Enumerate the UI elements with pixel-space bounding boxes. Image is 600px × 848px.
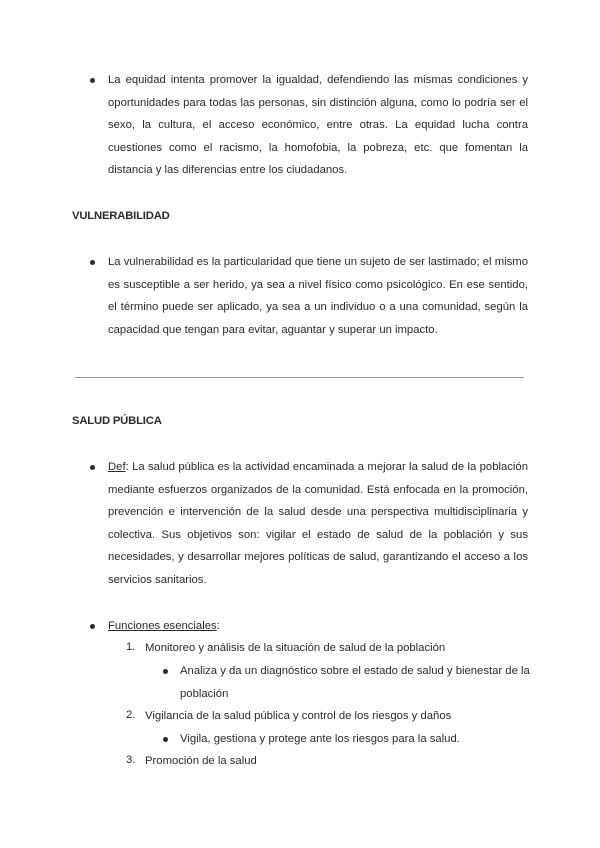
bullet-icon xyxy=(90,78,95,83)
functions-label-line xyxy=(108,615,528,638)
public-health-heading: SALUD PÚBLICA xyxy=(72,415,162,427)
list-number: 3. xyxy=(126,754,136,766)
function-title: Promoción de la salud xyxy=(145,755,257,767)
bullet-icon xyxy=(163,669,168,674)
function-detail: Vigila, gestiona y protege ante los riesgos para la salud. xyxy=(180,733,460,745)
bullet-icon xyxy=(90,624,95,629)
bullet-icon xyxy=(90,465,95,470)
definition-text: La salud pública es la actividad encaminada a mejorar la salud de la población mediante esfuerzos organizados de la comunidad. Está enfocada en la promoción, prevención e intervención de la salud desde una perspectiva multidisciplinaria y colectiva. Sus objetivos son: vigilar el estado de salud de la población y sus necesidades, y desarrollar mejores políticas de salud, garantizando el acceso a los servicios sanitarios. xyxy=(108,461,528,586)
function-title: Monitoreo y análisis de la situación de salud de la población xyxy=(145,642,446,654)
function-detail: Analiza y da un diagnóstico sobre el estado de salud y bienestar de la población xyxy=(180,665,530,700)
definition-separator: : xyxy=(125,461,129,473)
functions-separator: : xyxy=(216,620,220,632)
vulnerability-heading: VULNERABILIDAD xyxy=(72,210,170,222)
function-title: Vigilancia de la salud pública y control de los riesgos y daños xyxy=(145,710,452,722)
definition-paragraph xyxy=(108,456,528,592)
bullet-icon xyxy=(90,260,95,265)
list-number: 1. xyxy=(126,641,136,653)
functions-label: Funciones esenciales xyxy=(108,620,217,632)
horizontal-divider xyxy=(75,377,524,378)
definition-label: Def xyxy=(108,461,126,473)
vulnerability-paragraph: La vulnerabilidad es la particularidad que tiene un sujeto de ser lastimado; el mismo es susceptible a ser herido, ya sea a nivel físico como psicológico. En ese sentido, el término puede ser aplicado, ya sea a un individuo o a una comunidad, según la capacidad que tengan para evitar, aguantar y superar un impacto. xyxy=(108,256,528,336)
list-number: 2. xyxy=(126,709,136,721)
equity-paragraph: La equidad intenta promover la igualdad, defendiendo las mismas condiciones y oportunidades para todas las personas, sin distinción alguna, como lo podría ser el sexo, la cultura, el acceso económico, entre otras. La equidad lucha contra cuestiones como el racismo, la homofobia, la pobreza, etc. que fomentan la distancia y las diferencias entre los ciudadanos. xyxy=(108,74,528,177)
bullet-icon xyxy=(163,737,168,742)
